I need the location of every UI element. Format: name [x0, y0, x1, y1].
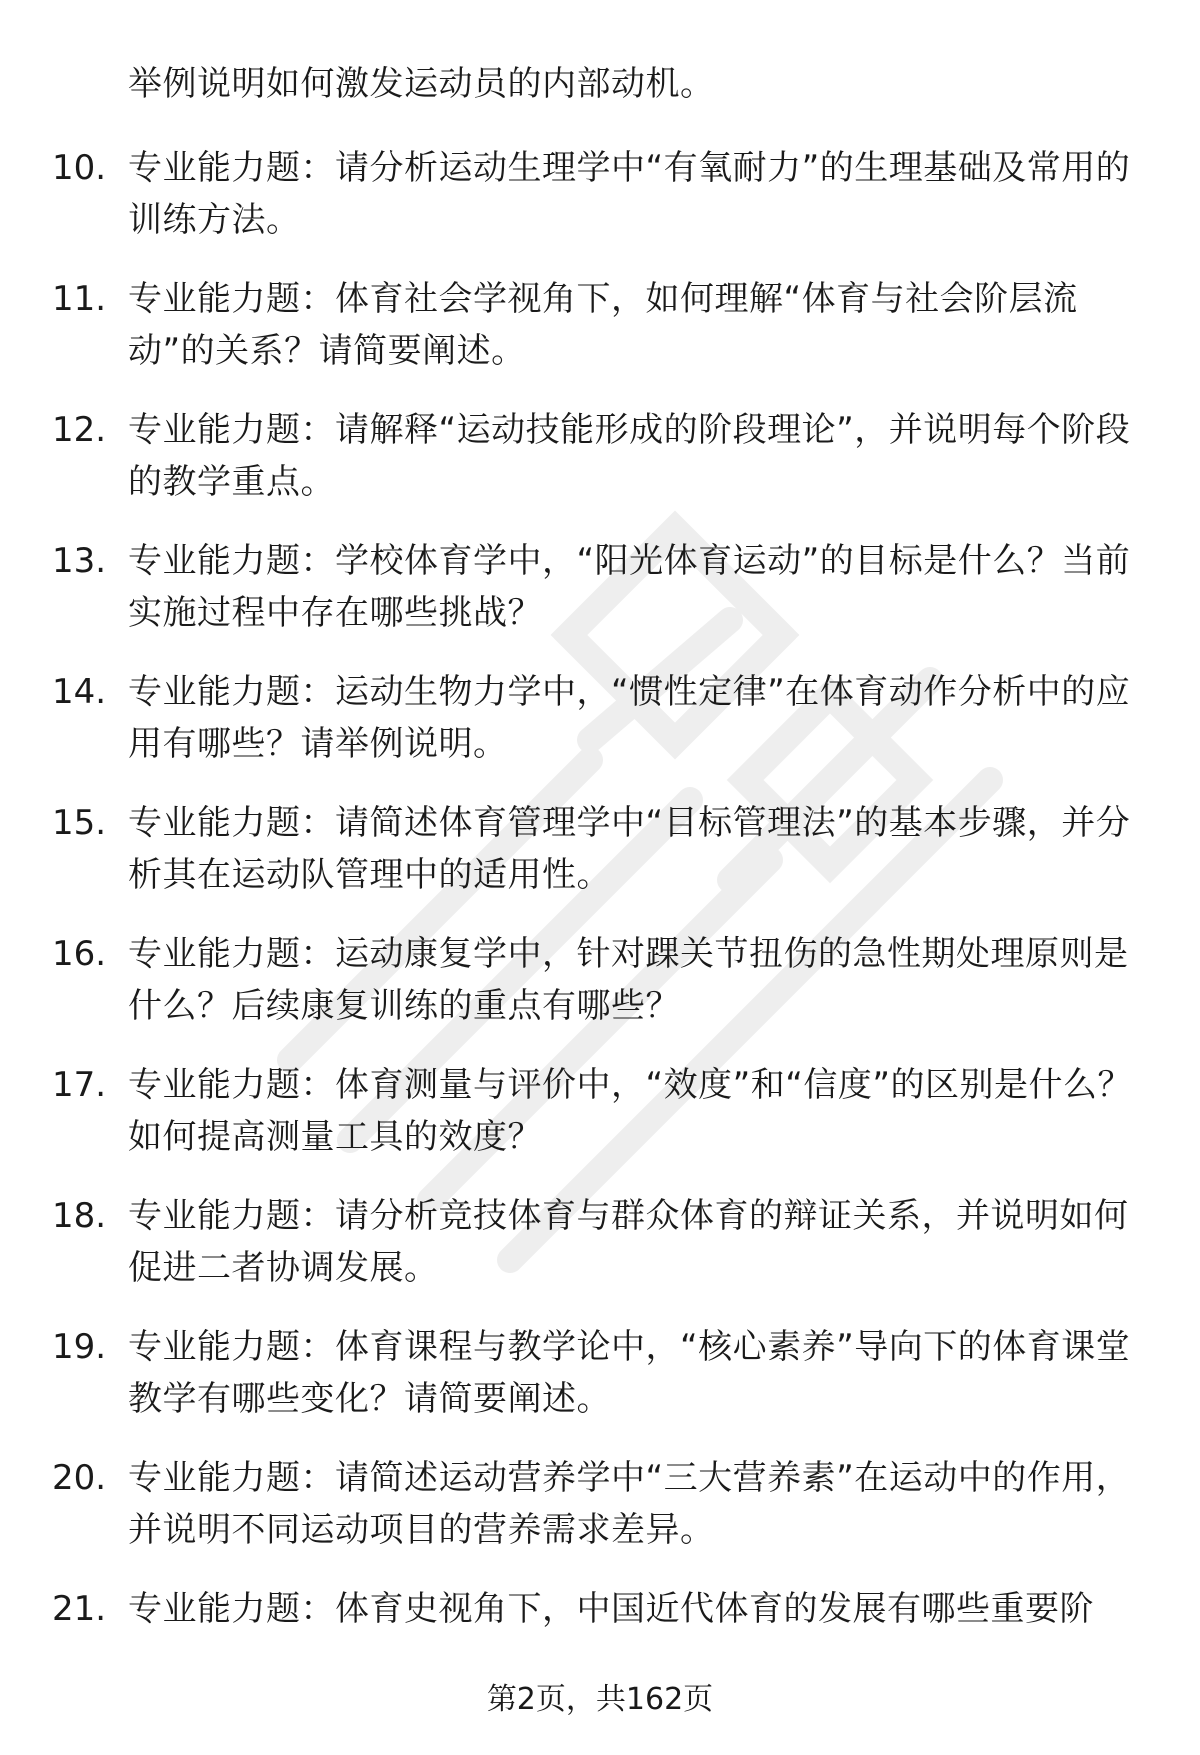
list-item — [0, 142, 1200, 273]
question-text: 专业能力题：体育史视角下，中国近代体育的发展有哪些重要阶 — [128, 1589, 1094, 1629]
question-text: 专业能力题：体育课程与教学论中，“核心素养”导向下的体育课堂教学有哪些变化？请简要阐述。 — [128, 1327, 1131, 1419]
question-number: 20. — [52, 1458, 107, 1498]
question-text: 专业能力题：请简述运动营养学中“三大营养素”在运动中的作用，并说明不同运动项目的营养需求差异。 — [128, 1458, 1131, 1550]
list-item — [0, 797, 1200, 928]
question-text: 专业能力题：请简述体育管理学中“目标管理法”的基本步骤，并分析其在运动队管理中的适用性。 — [128, 803, 1131, 895]
question-number: 11. — [52, 279, 107, 319]
page-footer: 第2页，共162页 — [486, 1682, 714, 1717]
question-text: 专业能力题：请解释“运动技能形成的阶段理论”，并说明每个阶段的教学重点。 — [128, 410, 1131, 502]
question-text: 专业能力题：运动康复学中，针对踝关节扭伤的急性期处理原则是什么？后续康复训练的重点有哪些？ — [128, 934, 1129, 1026]
question-number: 16. — [52, 934, 107, 974]
question-number: 21. — [52, 1589, 107, 1629]
list-item — [0, 928, 1200, 1059]
list-item — [0, 535, 1200, 666]
question-number: 10. — [52, 148, 107, 188]
question-number: 15. — [52, 803, 107, 843]
question-text: 专业能力题：请分析竞技体育与群众体育的辩证关系，并说明如何促进二者协调发展。 — [128, 1196, 1129, 1288]
list-item — [0, 1190, 1200, 1321]
question-list — [0, 142, 1200, 1714]
list-item — [0, 1321, 1200, 1452]
question-number: 17. — [52, 1065, 107, 1105]
question-number: 13. — [52, 541, 107, 581]
question-text: 专业能力题：体育社会学视角下，如何理解“体育与社会阶层流动”的关系？请简要阐述。 — [128, 279, 1078, 371]
question-text: 专业能力题：运动生物力学中，“惯性定律”在体育动作分析中的应用有哪些？请举例说明。 — [128, 672, 1131, 764]
question-number: 19. — [52, 1327, 107, 1367]
continued-line: 举例说明如何激发运动员的内部动机。 — [128, 64, 715, 104]
question-text: 专业能力题：请分析运动生理学中“有氧耐力”的生理基础及常用的训练方法。 — [128, 148, 1131, 240]
list-item — [0, 1452, 1200, 1583]
question-number: 12. — [52, 410, 107, 450]
list-item — [0, 273, 1200, 404]
question-number: 18. — [52, 1196, 107, 1236]
list-item — [0, 1059, 1200, 1190]
question-number: 14. — [52, 672, 107, 712]
list-item — [0, 404, 1200, 535]
list-item — [0, 666, 1200, 797]
question-text: 专业能力题：学校体育学中，“阳光体育运动”的目标是什么？当前实施过程中存在哪些挑战？ — [128, 541, 1131, 633]
question-text: 专业能力题：体育测量与评价中，“效度”和“信度”的区别是什么？如何提高测量工具的效度？ — [128, 1065, 1132, 1157]
